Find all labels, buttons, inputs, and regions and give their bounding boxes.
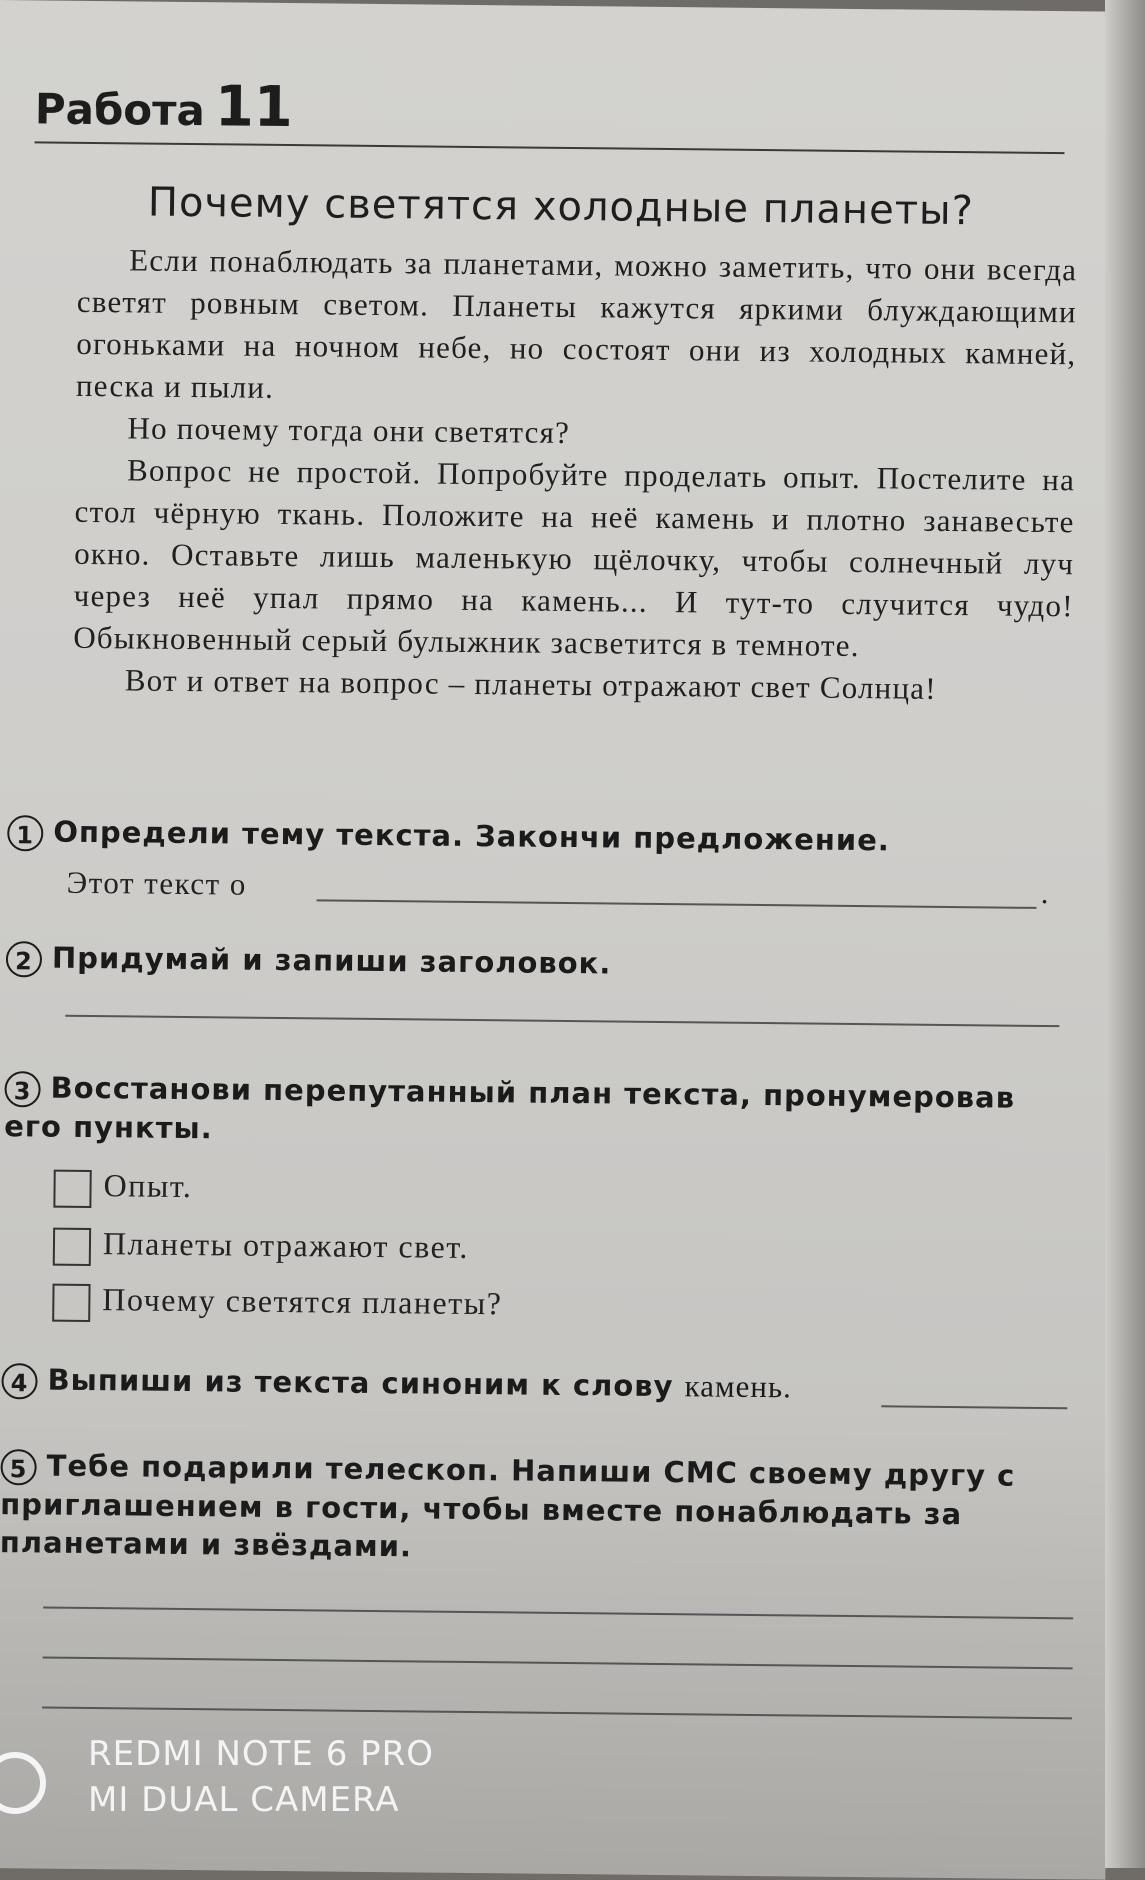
work-label: Работа bbox=[34, 84, 206, 136]
task-number: 4 bbox=[1, 1363, 37, 1399]
task-5 bbox=[0, 1446, 1071, 1572]
work-heading bbox=[35, 72, 294, 140]
task-3 bbox=[4, 1068, 1065, 1156]
story-paragraph: Вот и ответ на вопрос – планеты отражают свет Солнца! bbox=[124, 662, 937, 706]
task-text: Выпиши из текста синоним к слову bbox=[47, 1362, 685, 1404]
number-box[interactable] bbox=[52, 1283, 90, 1321]
story-text bbox=[73, 239, 1078, 711]
task-1 bbox=[7, 812, 1077, 862]
plan-option[interactable] bbox=[53, 1167, 192, 1209]
number-box[interactable] bbox=[53, 1227, 91, 1265]
heading-rule bbox=[35, 141, 1065, 154]
plan-option-label: Опыт. bbox=[103, 1167, 193, 1205]
task-text: Тебе подарили телескоп. Напиши СМС своему другу с приглашением в гости, чтобы вместе понаблюдать за планетами и звёздами. bbox=[0, 1448, 1016, 1564]
page-edge-shadow bbox=[1105, 0, 1145, 1868]
story-title: Почему светятся холодные планеты? bbox=[147, 179, 975, 235]
answer-line-5c[interactable] bbox=[42, 1707, 1072, 1720]
task-text: Восстанови перепутанный план текста, пронумеровав его пункты. bbox=[4, 1070, 1016, 1146]
work-number: 11 bbox=[214, 74, 294, 141]
plan-option-label: Планеты отражают свет. bbox=[102, 1225, 470, 1265]
answer-line-2[interactable] bbox=[65, 1015, 1059, 1027]
task-number: 1 bbox=[7, 815, 43, 851]
story-paragraph: Вопрос не простой. Попробуйте проделать опыт. Постелите на стол чёрную ткань. Положите на неё камень и плотно занавесьте окно. Оставьте лишь маленькую щёлочку, чтобы солнечный луч через неё упал прямо на камень... И тут-то случится чудо! Обыкновенный серый булыжник засветится в темноте. bbox=[73, 452, 1076, 664]
answer-line-4[interactable] bbox=[881, 1405, 1067, 1409]
camera-watermark-line1: REDMI NOTE 6 PRO bbox=[88, 1734, 435, 1774]
task-text: Придумай и запиши заголовок. bbox=[51, 940, 612, 981]
plan-option[interactable] bbox=[52, 1281, 502, 1326]
task-number: 2 bbox=[6, 941, 42, 977]
story-paragraph: Но почему тогда они светятся? bbox=[127, 410, 571, 450]
number-box[interactable] bbox=[53, 1169, 91, 1207]
task-1-prompt: Этот текст о bbox=[66, 864, 248, 902]
task-number: 3 bbox=[4, 1071, 40, 1107]
camera-watermark-line2: MI DUAL CAMERA bbox=[88, 1780, 400, 1820]
task-1-end: . bbox=[1040, 874, 1051, 911]
task-number: 5 bbox=[0, 1449, 36, 1485]
task-4-word: камень. bbox=[684, 1368, 793, 1405]
answer-line-5a[interactable] bbox=[43, 1607, 1073, 1620]
plan-option-label: Почему светятся планеты? bbox=[102, 1281, 503, 1322]
answer-line-5b[interactable] bbox=[43, 1657, 1073, 1670]
answer-line-1[interactable] bbox=[317, 899, 1037, 909]
task-4 bbox=[1, 1360, 901, 1408]
plan-option[interactable] bbox=[53, 1225, 469, 1270]
task-text: Определи тему текста. Закончи предложение. bbox=[53, 814, 891, 858]
task-2 bbox=[6, 938, 1076, 988]
story-paragraph: Если понаблюдать за планетами, можно заметить, что они всегда светят ровным светом. Планеты кажутся яркими блуждающими огоньками на ночном небе, но состоят они из холодных камней, песка и пыли. bbox=[75, 242, 1078, 405]
